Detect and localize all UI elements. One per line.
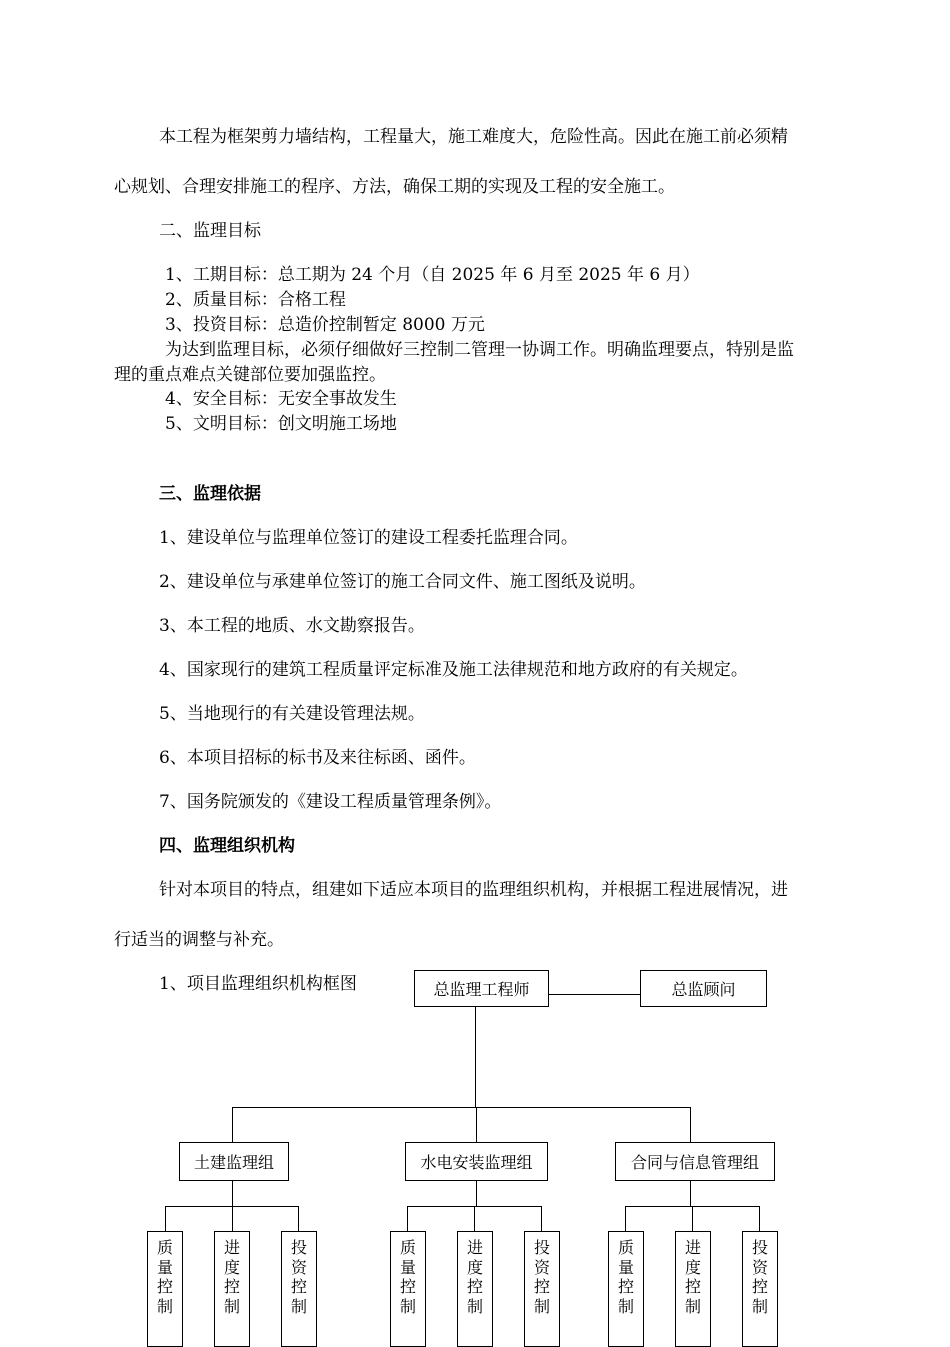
basis-item-1: 1、建设单位与监理单位签订的建设工程委托监理合同。 — [159, 528, 578, 548]
basis-item-5: 5、当地现行的有关建设管理法规。 — [159, 704, 425, 724]
goal-civilization: 5、文明目标：创文明施工场地 — [165, 414, 397, 434]
group-box-civil: 土建监理组 — [179, 1142, 289, 1181]
chief-advisor-box: 总监顾问 — [640, 970, 767, 1007]
sub-box-quality-control: 质 量 控 制 — [390, 1231, 426, 1347]
group-1-drop-1 — [165, 1206, 166, 1231]
group-drop-line-2 — [476, 1107, 477, 1142]
group-drop-line-1 — [232, 1107, 233, 1142]
org-chart-caption: 1、项目监理组织机构框图 — [159, 974, 357, 994]
groups-bus-line — [232, 1107, 690, 1108]
sub-box-schedule-control: 进 度 控 制 — [675, 1231, 711, 1347]
chief-advisor-connector — [548, 994, 641, 995]
group-2-drop-3 — [541, 1206, 542, 1231]
sub-box-quality-control: 质 量 控 制 — [608, 1231, 644, 1347]
basis-item-2: 2、建设单位与承建单位签订的施工合同文件、施工图纸及说明。 — [159, 572, 646, 592]
group-3-drop-3 — [759, 1206, 760, 1231]
goal-quality: 2、质量目标：合格工程 — [165, 290, 346, 310]
basis-item-3: 3、本工程的地质、水文勘察报告。 — [159, 616, 425, 636]
basis-item-4: 4、国家现行的建筑工程质量评定标准及施工法律规范和地方政府的有关规定。 — [159, 660, 748, 680]
org-para-line-2: 行适当的调整与补充。 — [114, 930, 284, 950]
group-drop-line-3 — [690, 1107, 691, 1142]
sub-box-quality-control: 质 量 控 制 — [147, 1231, 183, 1347]
sub-box-schedule-control: 进 度 控 制 — [457, 1231, 493, 1347]
group-2-drop-1 — [407, 1206, 408, 1231]
sub-box-investment-control: 投 资 控 制 — [742, 1231, 778, 1347]
chief-trunk-line — [475, 1006, 476, 1107]
group-1-drop-3 — [298, 1206, 299, 1231]
group-box-contract-info: 合同与信息管理组 — [615, 1142, 775, 1181]
basis-item-7: 7、国务院颁发的《建设工程质量管理条例》。 — [159, 792, 502, 812]
group-3-stem — [690, 1181, 691, 1206]
group-box-mep: 水电安装监理组 — [405, 1142, 548, 1181]
sub-box-investment-control: 投 资 控 制 — [524, 1231, 560, 1347]
section-3-heading: 三、监理依据 — [159, 484, 261, 504]
org-para-line-1: 针对本项目的特点，组建如下适应本项目的监理组织机构，并根据工程进展情况，进 — [159, 880, 788, 900]
group-1-stem — [232, 1181, 233, 1206]
chief-engineer-box: 总监理工程师 — [414, 970, 549, 1007]
goal-note-line-2: 理的重点难点关键部位要加强监控。 — [114, 365, 386, 385]
goal-investment: 3、投资目标：总造价控制暂定 8000 万元 — [165, 315, 485, 335]
group-2-drop-2 — [474, 1206, 475, 1231]
group-1-drop-2 — [232, 1206, 233, 1231]
intro-line-1: 本工程为框架剪力墙结构，工程量大，施工难度大，危险性高。因此在施工前必须精 — [159, 127, 788, 147]
group-3-drop-2 — [692, 1206, 693, 1231]
section-4-heading: 四、监理组织机构 — [159, 836, 295, 856]
group-2-stem — [476, 1181, 477, 1206]
goal-schedule: 1、工期目标：总工期为 24 个月（自 2025 年 6 月至 2025 年 6 月） — [165, 265, 700, 285]
goal-safety: 4、安全目标：无安全事故发生 — [165, 389, 397, 409]
sub-box-investment-control: 投 资 控 制 — [281, 1231, 317, 1347]
sub-box-schedule-control: 进 度 控 制 — [214, 1231, 250, 1347]
basis-item-6: 6、本项目招标的标书及来往标函、函件。 — [159, 748, 476, 768]
intro-line-2: 心规划、合理安排施工的程序、方法，确保工期的实现及工程的安全施工。 — [114, 177, 675, 197]
section-2-heading: 二、监理目标 — [159, 221, 261, 241]
group-3-drop-1 — [625, 1206, 626, 1231]
goal-note-line-1: 为达到监理目标，必须仔细做好三控制二管理一协调工作。明确监理要点，特别是监 — [165, 340, 794, 360]
